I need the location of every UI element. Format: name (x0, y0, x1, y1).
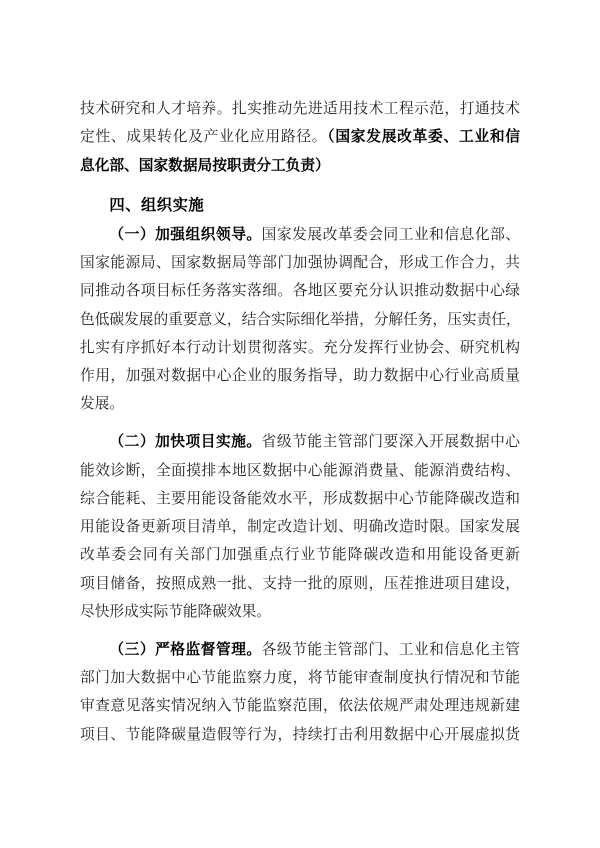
body-text: 同推动各项目标任务落实落细。各地区要充分认识推动数据中心绿 (80, 283, 520, 300)
text-line (80, 721, 520, 749)
emphasis-text: （一）加强组织领导。 (109, 226, 262, 243)
body-text: 综合能耗、主要用能设备能效水平，形成数据中心节能降碳改造和 (80, 490, 520, 507)
text-line (80, 636, 520, 664)
text-line (80, 513, 520, 541)
text-line (80, 390, 520, 418)
body-text: 省级节能主管部门要深入开展数据中心 (261, 434, 520, 451)
heading-text: 四、组织实施 (109, 197, 205, 215)
emphasis-text: 息化部、国家数据局按职责分工负责） (80, 157, 330, 174)
emphasis-text: （二）加快项目实施。 (109, 434, 262, 451)
body-text: 项目、节能降碳量造假等行为，持续打击利用数据中心开展虚拟货 (80, 726, 520, 743)
text-line (80, 95, 520, 123)
body-text: 国家能源局、国家数据局等部门加强协调配合，形成工作合力，共 (80, 254, 520, 271)
text-line (80, 457, 520, 485)
body-text: 尽快形成实际节能降碳效果。 (80, 604, 271, 621)
text-line (80, 221, 520, 249)
emphasis-text: （三）严格监督管理。 (109, 641, 262, 658)
body-text: 技术研究和人才培养。扎实推动先进适用技术工程示范，打通技术 (80, 101, 520, 117)
document-body (80, 95, 520, 749)
text-line (80, 277, 520, 305)
body-text: 扎实有序抓好本行动计划贯彻落实。充分发挥行业协会、研究机构 (80, 339, 520, 356)
body-text: 用能设备更新项目清单，制定改造计划、明确改造时限。国家发展 (80, 519, 520, 536)
body-text: 各级节能主管部门、工业和信息化主管 (261, 641, 520, 658)
section-heading-line (80, 192, 520, 220)
body-text: 色低碳发展的重要意义，结合实际细化举措，分解任务，压实责任， (80, 311, 521, 328)
body-text: 能效诊断，全面摸排本地区数据中心能源消费量、能源消费结构、 (80, 462, 520, 479)
text-line (80, 541, 520, 569)
text-line (80, 664, 520, 692)
paragraph-item-3 (80, 636, 520, 749)
text-line (80, 598, 520, 626)
body-text: 发展。 (80, 396, 125, 413)
text-line (80, 123, 520, 151)
text-line (80, 362, 520, 390)
text-line (80, 428, 520, 456)
text-line (80, 334, 520, 362)
paragraph-item-1 (80, 221, 520, 419)
body-text: 定性、成果转化及产业化应用路径。 (80, 129, 328, 146)
body-text: 审查意见落实情况纳入节能监察范围，依法依规严肃处理违规新建 (80, 698, 520, 715)
emphasis-text: （国家发展改革委、工业和信 (327, 129, 520, 146)
text-line (80, 692, 520, 720)
paragraph-item-2 (80, 428, 520, 626)
body-text: 作用，加强对数据中心企业的服务指导，助力数据中心行业高质量 (80, 368, 520, 385)
body-text: 国家发展改革委会同工业和信息化部、 (261, 226, 520, 243)
body-text: 部门加大数据中心节能监察力度，将节能审查制度执行情况和节能 (80, 670, 520, 687)
section-heading (80, 192, 520, 220)
body-text: 改革委会同有关部门加强重点行业节能降碳改造和用能设备更新 (80, 547, 520, 564)
text-line (80, 249, 520, 277)
text-line (80, 570, 520, 598)
body-text: 项目储备，按照成熟一批、支持一批的原则，压茬推进项目建设， (80, 575, 520, 592)
text-line (80, 152, 520, 180)
paragraph-continuation (80, 95, 520, 180)
text-line (80, 306, 520, 334)
text-line (80, 485, 520, 513)
